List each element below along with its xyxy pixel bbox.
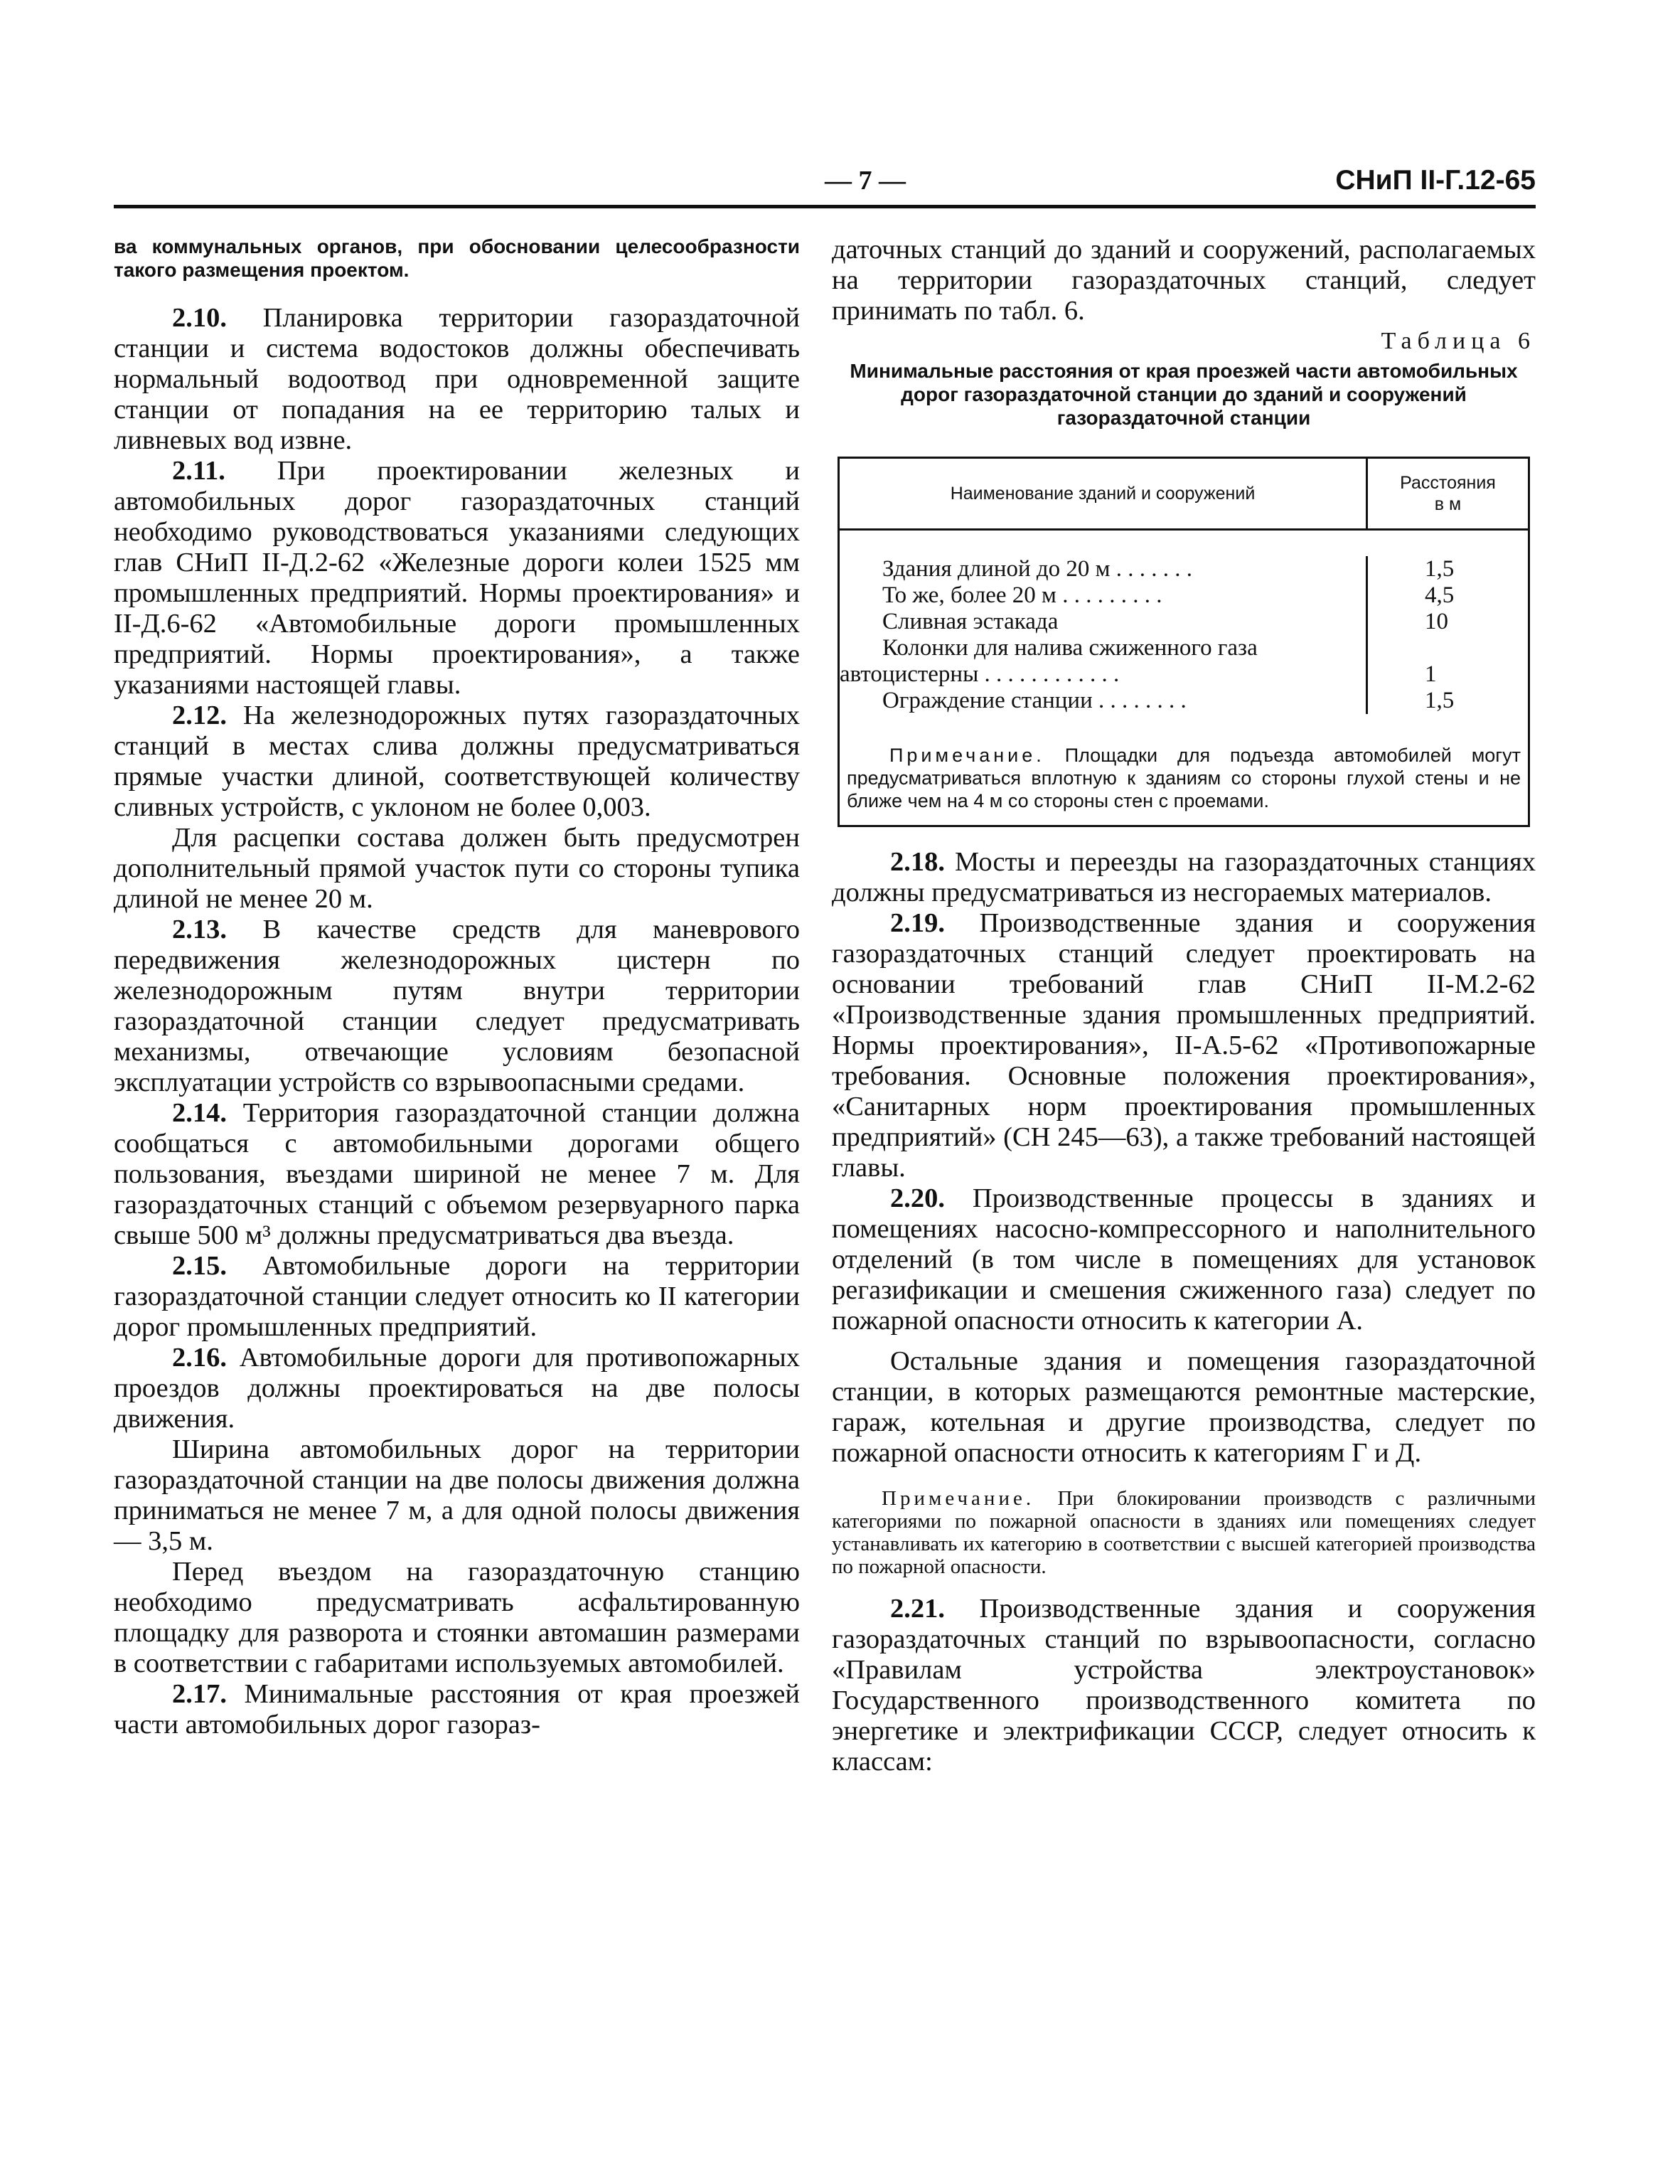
- section-2-20: [832, 1183, 1536, 1336]
- note-text: При блокировании производств с различными категориями по пожарной опасности в зданиях или помещениях следует устанавливать их категорию в соответствии с высшей категорией производства по пожарной опасности.: [832, 1487, 1536, 1578]
- section-number: 2.10.: [172, 303, 227, 333]
- section-2-17-continued: даточных станций до зданий и сооружений, располагаемых на территории газораздаточных станций, следует принимать по табл. 6.: [832, 235, 1536, 326]
- table-row-name: автоцистерны . . . . . . . . . . . .: [840, 661, 1120, 687]
- section-number: 2.15.: [172, 1251, 227, 1281]
- section-number: 2.21.: [890, 1594, 945, 1624]
- left-column: [114, 235, 800, 1740]
- section-number: 2.19.: [890, 908, 945, 938]
- section-text: Производственные процессы в зданиях и помещениях насосно-компрессорного и наполнительного отделений (в том числе в помещениях для установок регазификации и смешения сжиженного газа) следует по пожарной опасности относить к категории А.: [832, 1183, 1536, 1336]
- table-row-value: 4,5: [1425, 582, 1455, 608]
- table-values-column: [1368, 556, 1528, 714]
- table-number: Таблица 6: [1381, 328, 1536, 354]
- section-2-19: [832, 908, 1536, 1183]
- table-note-label: Примечание.: [889, 745, 1045, 766]
- section-number: 2.14.: [172, 1098, 227, 1128]
- section-2-16-width: Ширина автомобильных дорог на территории газораздаточной станции на две полосы движения должна приниматься не менее 7 м, а для одной полосы движения — 3,5 м.: [114, 1434, 800, 1556]
- intro-paragraph: ва коммунальных органов, при обосновании целесообразности такого размещения проектом.: [114, 235, 800, 281]
- table-row-name: Здания длиной до 20 м . . . . . . .: [882, 556, 1193, 582]
- section-2-21: [832, 1594, 1536, 1777]
- section-2-12: [114, 701, 800, 823]
- section-text: При проектировании железных и автомобильных дорог газораздаточных станций необходимо руководствоваться указаниями следующих глав СНиП II-Д.2-62 «Железные дороги колеи 1525 мм промышленных предприятий. Нормы проектирования» и II-Д.6-62 «Автомобильные дороги промышленных предприятий. Нормы проектирования», а также указаниями настоящей главы.: [114, 456, 800, 700]
- section-number: 2.16.: [172, 1343, 227, 1373]
- document-code: СНиП II-Г.12-65: [1335, 165, 1536, 196]
- section-2-17: [114, 1679, 800, 1740]
- section-text: На железнодорожных путях газораздаточных станций в местах слива должны предусматриваться прямые участки длиной, соответствующей количеству сливных устройств, с уклоном не более 0,003.: [114, 701, 800, 822]
- table-header: [840, 459, 1528, 531]
- section-number: 2.20.: [890, 1183, 945, 1213]
- table-row-name: Ограждение станции . . . . . . . .: [882, 688, 1187, 713]
- table-row-value: [1368, 635, 1528, 661]
- section-2-14: [114, 1098, 800, 1251]
- section-text: Мосты и переезды на газораздаточных станциях должны предусматриваться из несгораемых материалов.: [832, 847, 1536, 907]
- table-row-value: 1,5: [1425, 688, 1455, 713]
- section-text: В качестве средств для маневрового передвижения железнодорожных цистерн по железнодорожным путям внутри территории газораздаточной станции следует предусматривать механизмы, отвечающие условиям безопасной эксплуатации устройств со взрывоопасными средами.: [114, 915, 800, 1097]
- section-number: 2.18.: [890, 847, 945, 877]
- section-text: Автомобильные дороги для противопожарных проездов должны проектироваться на две полосы движения.: [114, 1343, 800, 1434]
- section-text: Автомобильные дороги на территории газораздаточной станции следует относить ко II категории дорог промышленных предприятий.: [114, 1251, 800, 1342]
- section-text: Территория газораздаточной станции должна сообщаться с автомобильными дорогами общего пользования, въездами шириной не менее 7 м. Для газораздаточных станций с объемом резервуарного парка свыше 500 м³ должны предусматриваться два въезда.: [114, 1098, 800, 1250]
- section-2-18: [832, 847, 1536, 908]
- section-number: 2.11.: [172, 456, 225, 486]
- table-row-name: То же, более 20 м . . . . . . . . .: [882, 582, 1162, 608]
- section-number: 2.17.: [172, 1679, 227, 1709]
- distance-table: [838, 457, 1530, 827]
- page-header: [114, 165, 1536, 206]
- right-column: [832, 235, 1536, 1777]
- note-label: Примечание.: [882, 1487, 1035, 1510]
- section-text: Минимальные расстояния от края проезжей части автомобильных дорог газораз-: [114, 1679, 800, 1740]
- table-note-text: Площадки для подъезда автомобилей могут предусматриваться вплотную к зданиям со стороны глухой стены и не ближе чем на 4 м со стороны стен с проемами.: [847, 745, 1521, 811]
- table-row-name: Колонки для налива сжиженного газа: [882, 635, 1258, 661]
- section-number: 2.12.: [172, 701, 227, 730]
- column-header-distance-line1: Расстояния: [1400, 473, 1496, 493]
- header-rule: [114, 205, 1536, 208]
- section-2-16: [114, 1343, 800, 1434]
- table-row-value: 1: [1425, 661, 1437, 687]
- section-2-12-continued: Для расцепки состава должен быть предусмотрен дополнительный прямой участок пути со стороны тупика длиной не менее 20 м.: [114, 823, 800, 914]
- table-row-name: Сливная эстакада: [882, 609, 1059, 634]
- page-number: — 7 —: [825, 166, 906, 196]
- table-title: Минимальные расстояния от края проезжей части автомобильных дорог газораздаточной станции до зданий и сооружений газораздаточной станции: [850, 360, 1518, 429]
- section-2-20-continued: Остальные здания и помещения газораздаточной станции, в которых размещаются ремонтные мастерские, гараж, котельная и другие производства, следует по пожарной опасности относить к категориям Г и Д.: [832, 1346, 1536, 1468]
- table-body: [840, 531, 1528, 718]
- section-2-16-parking: Перед въездом на газораздаточную станцию необходимо предусматривать асфальтированную площадку для разворота и стоянки автомашин размерами в соответствии с габаритами используемых автомобилей.: [114, 1557, 800, 1678]
- table-row-value: 1,5: [1425, 556, 1455, 582]
- column-header-distance: [1368, 459, 1528, 528]
- column-header-name: Наименование зданий и сооружений: [840, 459, 1368, 528]
- note-paragraph: [832, 1487, 1536, 1578]
- section-2-11: [114, 456, 800, 701]
- table-row-value: 10: [1425, 609, 1448, 634]
- section-2-10: [114, 303, 800, 456]
- table-names-column: [840, 556, 1368, 714]
- section-text: Производственные здания и сооружения газораздаточных станций следует проектировать на основании требований глав СНиП II-М.2-62 «Производственные здания промышленных предприятий. Нормы проектирования», II-А.5-62 «Противопожарные требования. Основные положения проектирования», «Санитарных норм проектирования промышленных предприятий» (СН 245—63), а также требований настоящей главы.: [832, 908, 1536, 1183]
- table-note: [840, 718, 1528, 825]
- section-2-15: [114, 1251, 800, 1343]
- section-number: 2.13.: [172, 915, 227, 944]
- section-text: Производственные здания и сооружения газораздаточных станций по взрывоопасности, согласно «Правилам устройства электроустановок» Государственного производственного комитета по энергетике и электрификации СССР, следует относить к классам:: [832, 1594, 1536, 1777]
- column-header-distance-line2: в м: [1434, 494, 1462, 514]
- section-2-13: [114, 915, 800, 1098]
- section-text: Планировка территории газораздаточной станции и система водостоков должны обеспечивать нормальный водоотвод при одновременной защите станции от попадания на ее территорию талых и ливневых вод извне.: [114, 303, 800, 455]
